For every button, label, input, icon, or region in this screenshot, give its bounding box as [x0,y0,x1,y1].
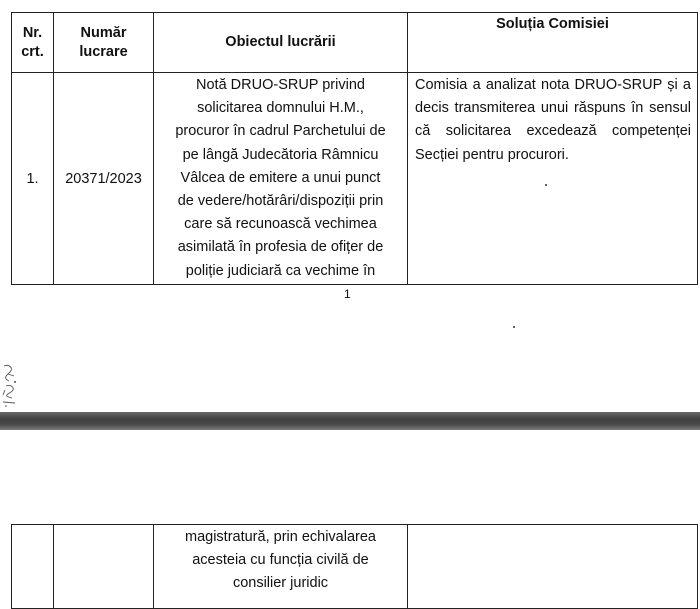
subject-cell [154,73,408,285]
subject-line: solicitarea domnului H.M., [197,100,364,117]
commission-table [11,12,698,285]
subject-line: Notă DRUO-SRUP privind [196,77,365,93]
subject-line: asimilată în profesia de ofițer de [177,239,384,256]
commission-solution-cell [408,73,698,285]
subject-line: pe lângă Judecătoria Râmnicu [182,146,379,163]
table-header-row [12,13,698,73]
header-obiectul-lucrarii: Obiectul lucrării [154,13,408,73]
scan-speck [545,184,547,186]
subject-line: magistratură, prin echivalarea [184,529,376,545]
page-number: 1 [344,287,351,301]
case-number-cell: 20371/2023 [54,73,154,285]
subject-line: care să recunoască vechimea [184,216,377,233]
commission-table-continued [11,524,698,609]
header-numar-lucrare: Număr lucrare [54,13,154,73]
subject-line: consilier juridic [232,575,329,592]
subject-line: poliție judiciară ca vechime în [185,262,376,279]
subject-line: Vâlcea de emitere a unui punct [180,169,381,186]
row-number-cell: 1. [12,73,54,285]
scan-speck [513,326,515,328]
header-solutia-comisiei: Soluția Comisiei [408,13,698,73]
solution-text: Comisia a analizat nota DRUO-SRUP și a decis transmiterea unui răspuns în sensul că solicitarea excedează competenței Secției pentru procurori. [415,77,691,163]
table-row [12,525,698,609]
subject-cell [154,525,408,609]
document-page-2 [0,430,700,606]
subject-line: acesteia cu funcția civilă de [192,552,369,569]
header-nr-crt: Nr. crt. [12,13,54,73]
table-row [12,73,698,285]
subject-line: procuror în cadrul Parchetului de [175,123,386,140]
subject-line: de vedere/hotărâri/dispoziții prin [177,193,384,210]
margin-scribble-icon [0,362,22,408]
case-number-cell [54,525,154,609]
page-separator [0,412,700,430]
commission-solution-cell [408,525,698,609]
row-number-cell [12,525,54,609]
